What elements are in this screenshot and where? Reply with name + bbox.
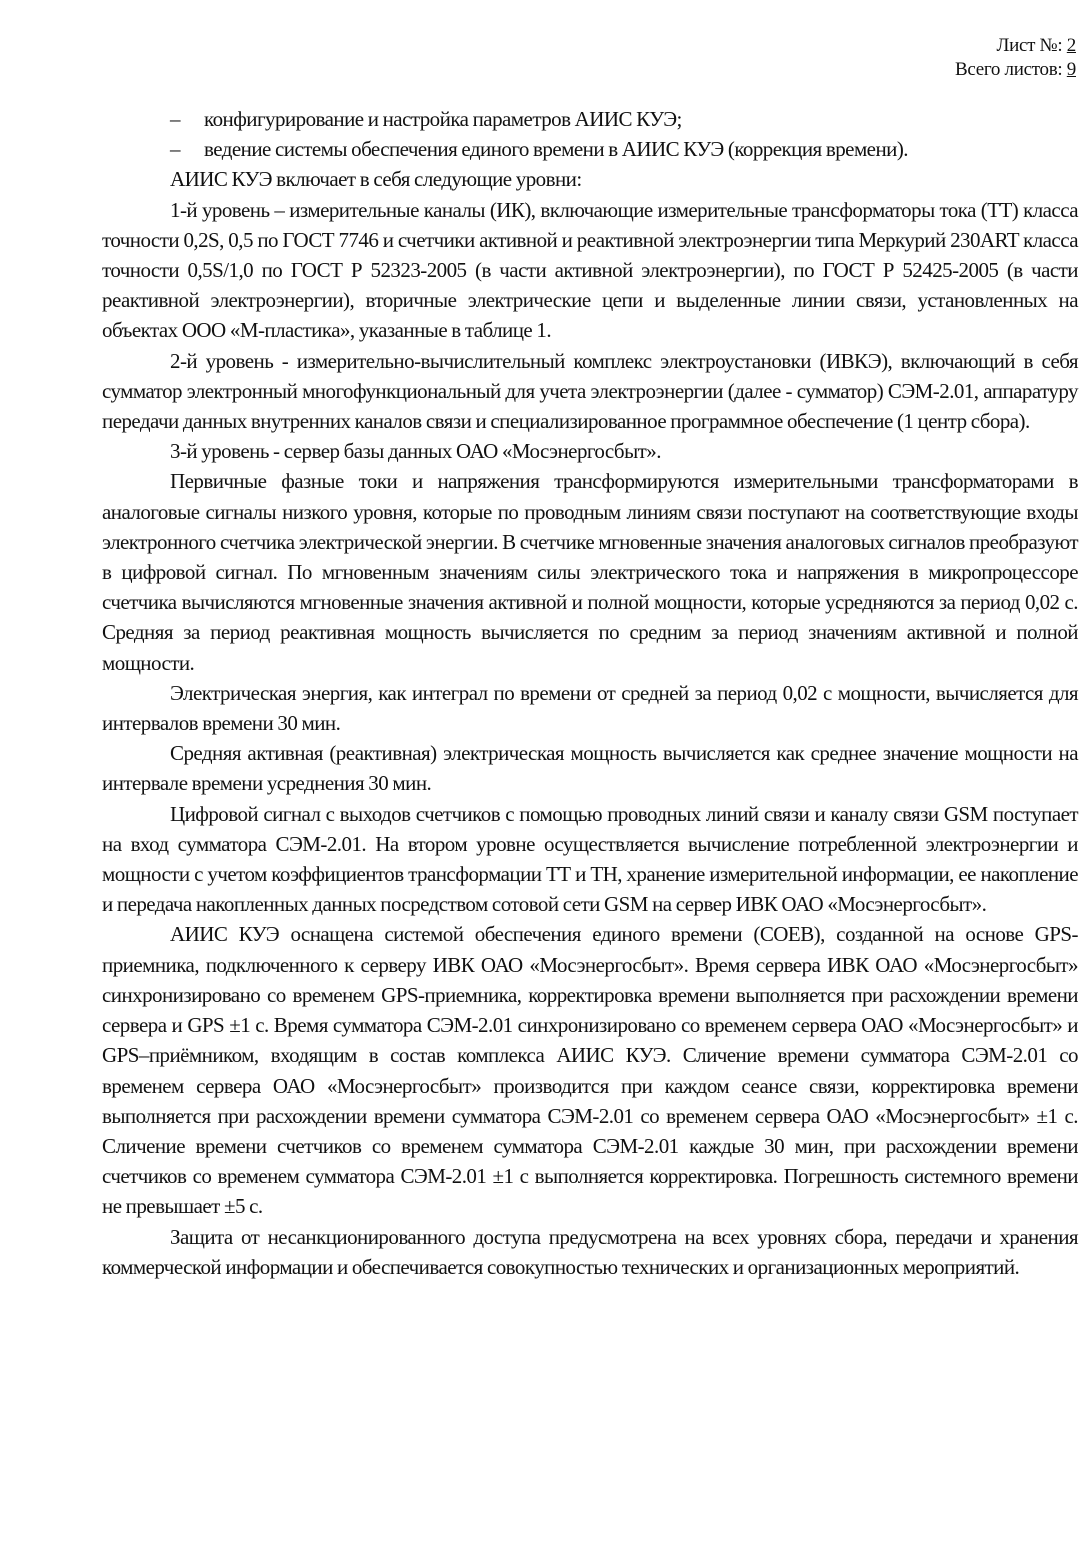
paragraph-energy-integral: Электрическая энергия, как интеграл по времени от средней за период 0,02 с мощности, вычисляется для интервалов времени 30 мин.: [102, 680, 1078, 736]
paragraph-average-power: Средняя активная (реактивная) электрическая мощность вычисляется как среднее значение мощности на интервале времени усреднения 30 мин.: [102, 741, 1078, 796]
levels-intro: АИИС КУЭ включает в себя следующие уровни:: [170, 167, 582, 192]
total-sheets-line: [955, 58, 1076, 82]
sheet-number: 2: [1066, 35, 1076, 56]
paragraph-level-2: 2-й уровень - измерительно-вычислительный комплекс электроустановки (ИВКЭ), включающий в себя сумматор электронный многофункциональный для учета электроэнергии (далее - сумматор) СЭМ-2.01, аппаратуру передачи данных внутренних каналов связи и специализированное программное обеспечение (1 центр сбора).: [102, 348, 1078, 434]
bullet-item: [102, 104, 1078, 134]
sheet-number-line: [955, 34, 1076, 58]
bullet-dash: –: [170, 137, 180, 162]
bullet-item: [102, 134, 1078, 164]
paragraph-level-3: 3-й уровень - сервер базы данных ОАО «Мосэнергосбыт».: [170, 439, 661, 464]
paragraph-signal-processing: Первичные фазные токи и напряжения трансформируются измерительными трансформаторами в аналоговые сигналы низкого уровня, которые по проводным линиям связи поступают на соответствующие входы электронного счетчика электрической энергии. В счетчике мгновенные значения аналоговых сигналов преобразуют в цифровой сигнал. По мгновенным значениям силы электрического тока и напряжения в микропроцессоре счетчика вычисляются мгновенные значения активной и полной мощности, которые усредняются за период 0,02 с. Средняя за период реактивная мощность вычисляется по средним за период значениям активной и полной мощности.: [102, 469, 1078, 675]
paragraph-level-1: 1-й уровень – измерительные каналы (ИК), включающие измерительные трансформаторы тока (ТТ) класса точности 0,2S, 0,5 по ГОСТ 7746 и счетчики активной и реактивной электроэнергии типа Меркурий 230ART класса точности 0,5S/1,0 по ГОСТ Р 52323-2005 (в части активной электроэнергии), по ГОСТ Р 52425-2005 (в части реактивной электроэнергии), вторичные электрические цепи и выделенные линии связи, установленных на объектах ООО «М-пластика», указанные в таблице 1.: [102, 197, 1078, 343]
paragraph-time-sync: АИИС КУЭ оснащена системой обеспечения единого времени (СОЕВ), созданной на основе GPS-приемника, подключенного к серверу ИВК ОАО «Мосэнергосбыт». Время сервера ИВК ОАО «Мосэнергосбыт» синхронизировано со временем GPS-приемника, корректировка времени выполняется при расхождении времени сервера и GPS ±1 с. Время сумматора СЭМ-2.01 синхронизировано со временем сервера ОАО «Мосэнергосбыт» и GPS–приёмником, входящим в состав комплекса АИИС КУЭ. Сличение времени сумматора СЭМ-2.01 со временем сервера ОАО «Мосэнергосбыт» производится при каждом сеансе связи, корректировка времени выполняется при расхождении времени сумматора СЭМ-2.01 со временем сервера ОАО «Мосэнергосбыт» ±1 с. Сличение времени счетчиков со временем сумматора СЭМ-2.01 каждые 30 мин, при расхождении времени счетчиков со временем сумматора СЭМ-2.01 ±1 с выполняется корректировка. Погрешность системного времени не превышает ±5 с.: [102, 922, 1078, 1219]
total-sheets-label: Всего листов:: [955, 59, 1063, 80]
paragraph-digital-signal: Цифровой сигнал с выходов счетчиков с помощью проводных линий связи и каналу связи GSM поступает на вход сумматора СЭМ-2.01. На втором уровне осуществляется вычисление потребленной электроэнергии и мощности с учетом коэффициентов трансформации ТТ и ТН, хранение измерительной информации, ее накопление и передача накопленных данных посредством сотовой сети GSM на сервер ИВК ОАО «Мосэнергосбыт».: [102, 801, 1078, 917]
sheet-info: [955, 34, 1076, 82]
bullet-text: ведение системы обеспечения единого времени в АИИС КУЭ (коррекция времени).: [204, 137, 908, 162]
total-sheets-number: 9: [1066, 59, 1076, 80]
bullet-text: конфигурирование и настройка параметров АИИС КУЭ;: [204, 107, 682, 131]
bullet-dash: –: [170, 107, 180, 131]
sheet-label: Лист №:: [996, 35, 1063, 56]
paragraph-access-protection: Защита от несанкционированного доступа предусмотрена на всех уровнях сбора, передачи и хранения коммерческой информации и обеспечивается совокупностью технических и организационных мероприятий.: [102, 1224, 1078, 1279]
document-body: [102, 104, 1078, 1282]
